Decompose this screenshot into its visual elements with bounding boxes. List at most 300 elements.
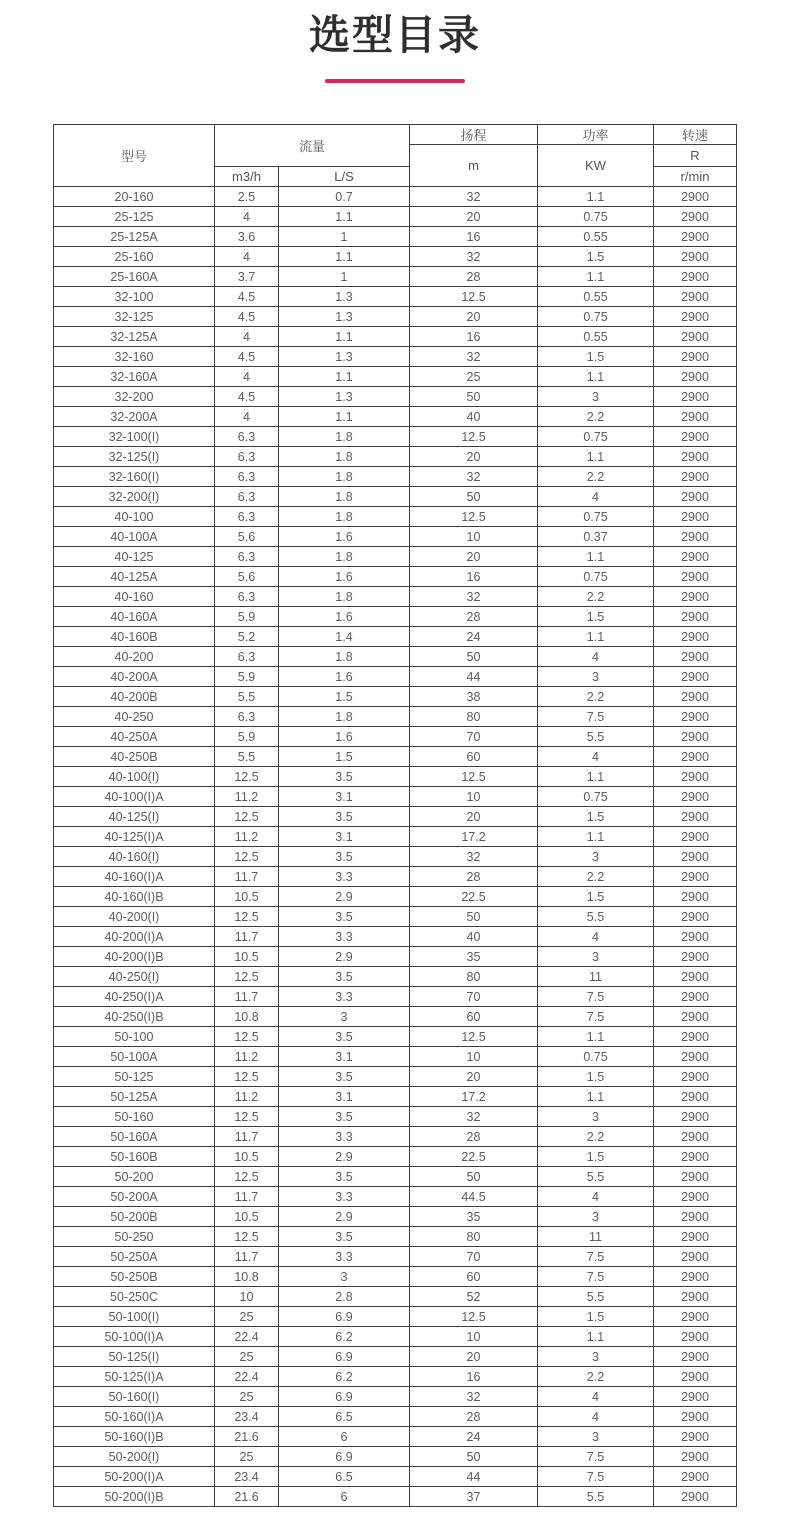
value-cell: 50 [410, 387, 538, 407]
model-cell: 40-125(I) [54, 807, 215, 827]
value-cell: 1.8 [279, 547, 410, 567]
value-cell: 2.9 [279, 887, 410, 907]
model-cell: 50-125(I)A [54, 1367, 215, 1387]
value-cell: 2900 [654, 927, 737, 947]
model-cell: 40-160 [54, 587, 215, 607]
selection-table [53, 124, 737, 1507]
value-cell: 3 [538, 947, 654, 967]
value-cell: 1.1 [538, 1027, 654, 1047]
value-cell: 6.3 [215, 707, 279, 727]
value-cell: 12.5 [410, 287, 538, 307]
value-cell: 2900 [654, 847, 737, 867]
value-cell: 1.1 [538, 767, 654, 787]
value-cell: 0.75 [538, 507, 654, 527]
value-cell: 2900 [654, 287, 737, 307]
value-cell: 20 [410, 307, 538, 327]
model-cell: 32-200(I) [54, 487, 215, 507]
value-cell: 50 [410, 1447, 538, 1467]
value-cell: 0.75 [538, 207, 654, 227]
value-cell: 2900 [654, 227, 737, 247]
value-cell: 4 [538, 487, 654, 507]
value-cell: 1.6 [279, 667, 410, 687]
table-body [54, 187, 737, 1507]
model-cell: 40-160(I)B [54, 887, 215, 907]
value-cell: 1.5 [538, 1147, 654, 1167]
value-cell: 2900 [654, 267, 737, 287]
model-cell: 40-160B [54, 627, 215, 647]
value-cell: 5.5 [538, 727, 654, 747]
value-cell: 2900 [654, 387, 737, 407]
value-cell: 4 [215, 367, 279, 387]
value-cell: 11 [538, 1227, 654, 1247]
value-cell: 80 [410, 1227, 538, 1247]
value-cell: 25 [410, 367, 538, 387]
model-cell: 25-125 [54, 207, 215, 227]
model-cell: 50-160 [54, 1107, 215, 1127]
value-cell: 3.3 [279, 1187, 410, 1207]
value-cell: 2900 [654, 1247, 737, 1267]
value-cell: 1.1 [279, 207, 410, 227]
model-cell: 50-200A [54, 1187, 215, 1207]
model-cell: 40-250A [54, 727, 215, 747]
value-cell: 1.3 [279, 347, 410, 367]
value-cell: 12.5 [215, 1027, 279, 1047]
value-cell: 3.1 [279, 827, 410, 847]
value-cell: 50 [410, 1167, 538, 1187]
value-cell: 1.1 [279, 247, 410, 267]
value-cell: 1.1 [538, 187, 654, 207]
value-cell: 4 [538, 1387, 654, 1407]
value-cell: 17.2 [410, 1087, 538, 1107]
value-cell: 0.55 [538, 227, 654, 247]
value-cell: 11.7 [215, 1127, 279, 1147]
model-cell: 40-200B [54, 687, 215, 707]
model-cell: 50-160A [54, 1127, 215, 1147]
value-cell: 2900 [654, 1187, 737, 1207]
value-cell: 5.5 [538, 1287, 654, 1307]
value-cell: 12.5 [215, 967, 279, 987]
model-cell: 40-200 [54, 647, 215, 667]
value-cell: 12.5 [215, 1107, 279, 1127]
page-title: 选型目录 [309, 12, 481, 58]
value-cell: 6 [279, 1487, 410, 1507]
value-cell: 2.2 [538, 467, 654, 487]
value-cell: 12.5 [410, 1027, 538, 1047]
value-cell: 11.2 [215, 827, 279, 847]
value-cell: 2900 [654, 947, 737, 967]
value-cell: 3.3 [279, 867, 410, 887]
model-cell: 50-100(I) [54, 1307, 215, 1327]
value-cell: 0.75 [538, 1047, 654, 1067]
value-cell: 1.8 [279, 447, 410, 467]
model-cell: 50-100 [54, 1027, 215, 1047]
value-cell: 12.5 [215, 847, 279, 867]
model-cell: 40-100(I)A [54, 787, 215, 807]
value-cell: 1.8 [279, 587, 410, 607]
value-cell: 2.9 [279, 947, 410, 967]
value-cell: 2.2 [538, 867, 654, 887]
value-cell: 2900 [654, 887, 737, 907]
col-header-head-unit: m [410, 145, 538, 187]
value-cell: 2900 [654, 627, 737, 647]
value-cell: 70 [410, 987, 538, 1007]
value-cell: 12.5 [215, 767, 279, 787]
value-cell: 0.7 [279, 187, 410, 207]
value-cell: 2900 [654, 507, 737, 527]
value-cell: 3.3 [279, 1247, 410, 1267]
value-cell: 32 [410, 587, 538, 607]
value-cell: 1.8 [279, 487, 410, 507]
model-cell: 50-160B [54, 1147, 215, 1167]
model-cell: 40-100A [54, 527, 215, 547]
model-cell: 50-160(I)B [54, 1427, 215, 1447]
value-cell: 2900 [654, 1107, 737, 1127]
value-cell: 60 [410, 747, 538, 767]
value-cell: 1.5 [538, 1067, 654, 1087]
value-cell: 1.3 [279, 387, 410, 407]
model-cell: 40-160(I)A [54, 867, 215, 887]
value-cell: 2900 [654, 207, 737, 227]
value-cell: 1.1 [538, 267, 654, 287]
value-cell: 3.5 [279, 847, 410, 867]
value-cell: 4 [215, 327, 279, 347]
model-cell: 40-125 [54, 547, 215, 567]
value-cell: 20 [410, 807, 538, 827]
col-header-flow-ls: L/S [279, 167, 410, 187]
value-cell: 11.2 [215, 1087, 279, 1107]
value-cell: 2900 [654, 407, 737, 427]
value-cell: 24 [410, 1427, 538, 1447]
value-cell: 5.5 [215, 747, 279, 767]
value-cell: 0.37 [538, 527, 654, 547]
model-cell: 40-125(I)A [54, 827, 215, 847]
value-cell: 2900 [654, 187, 737, 207]
model-cell: 25-160A [54, 267, 215, 287]
col-header-model: 型号 [54, 125, 215, 187]
value-cell: 2900 [654, 727, 737, 747]
value-cell: 2.2 [538, 687, 654, 707]
model-cell: 40-250(I) [54, 967, 215, 987]
value-cell: 32 [410, 847, 538, 867]
value-cell: 3 [538, 1107, 654, 1127]
value-cell: 16 [410, 327, 538, 347]
value-cell: 1.8 [279, 467, 410, 487]
value-cell: 3.5 [279, 1227, 410, 1247]
value-cell: 2.2 [538, 587, 654, 607]
value-cell: 1.1 [279, 407, 410, 427]
model-cell: 40-250(I)A [54, 987, 215, 1007]
value-cell: 16 [410, 227, 538, 247]
value-cell: 16 [410, 567, 538, 587]
value-cell: 28 [410, 607, 538, 627]
value-cell: 2900 [654, 1307, 737, 1327]
value-cell: 5.2 [215, 627, 279, 647]
value-cell: 3 [538, 847, 654, 867]
value-cell: 4 [215, 207, 279, 227]
value-cell: 32 [410, 187, 538, 207]
value-cell: 2900 [654, 1227, 737, 1247]
value-cell: 1.1 [538, 447, 654, 467]
model-cell: 50-200(I)A [54, 1467, 215, 1487]
value-cell: 2900 [654, 447, 737, 467]
value-cell: 44.5 [410, 1187, 538, 1207]
value-cell: 10.5 [215, 1147, 279, 1167]
value-cell: 12.5 [215, 1227, 279, 1247]
value-cell: 1.1 [279, 367, 410, 387]
value-cell: 6.5 [279, 1467, 410, 1487]
value-cell: 44 [410, 667, 538, 687]
value-cell: 32 [410, 347, 538, 367]
value-cell: 5.9 [215, 607, 279, 627]
value-cell: 4 [538, 1407, 654, 1427]
value-cell: 1.1 [538, 1327, 654, 1347]
model-cell: 40-160(I) [54, 847, 215, 867]
value-cell: 5.5 [538, 1487, 654, 1507]
model-cell: 50-250 [54, 1227, 215, 1247]
value-cell: 1.8 [279, 427, 410, 447]
value-cell: 1.1 [538, 547, 654, 567]
value-cell: 2.9 [279, 1147, 410, 1167]
value-cell: 12.5 [410, 507, 538, 527]
value-cell: 21.6 [215, 1427, 279, 1447]
value-cell: 22.4 [215, 1327, 279, 1347]
value-cell: 7.5 [538, 987, 654, 1007]
value-cell: 2900 [654, 1387, 737, 1407]
value-cell: 1.6 [279, 567, 410, 587]
value-cell: 35 [410, 947, 538, 967]
model-cell: 40-200(I) [54, 907, 215, 927]
model-cell: 50-100(I)A [54, 1327, 215, 1347]
value-cell: 20 [410, 547, 538, 567]
value-cell: 2900 [654, 607, 737, 627]
value-cell: 2900 [654, 367, 737, 387]
value-cell: 1.3 [279, 287, 410, 307]
value-cell: 6 [279, 1427, 410, 1447]
value-cell: 12.5 [215, 907, 279, 927]
value-cell: 6.3 [215, 467, 279, 487]
value-cell: 2900 [654, 807, 737, 827]
value-cell: 2900 [654, 1147, 737, 1167]
value-cell: 4 [538, 1187, 654, 1207]
value-cell: 4 [215, 407, 279, 427]
value-cell: 44 [410, 1467, 538, 1487]
value-cell: 5.5 [538, 1167, 654, 1187]
value-cell: 40 [410, 407, 538, 427]
value-cell: 1.1 [538, 827, 654, 847]
value-cell: 21.6 [215, 1487, 279, 1507]
value-cell: 4 [538, 647, 654, 667]
value-cell: 3.5 [279, 767, 410, 787]
model-cell: 50-250C [54, 1287, 215, 1307]
value-cell: 22.5 [410, 887, 538, 907]
value-cell: 2900 [654, 687, 737, 707]
value-cell: 10 [410, 527, 538, 547]
col-header-flow: 流量 [215, 125, 410, 167]
value-cell: 12.5 [215, 1067, 279, 1087]
value-cell: 1.1 [538, 1087, 654, 1107]
value-cell: 1.6 [279, 527, 410, 547]
value-cell: 1.8 [279, 507, 410, 527]
value-cell: 3.1 [279, 1047, 410, 1067]
model-cell: 40-125A [54, 567, 215, 587]
value-cell: 5.6 [215, 567, 279, 587]
value-cell: 11.7 [215, 927, 279, 947]
value-cell: 2900 [654, 1067, 737, 1087]
model-cell: 50-125 [54, 1067, 215, 1087]
value-cell: 20 [410, 1347, 538, 1367]
model-cell: 32-125(I) [54, 447, 215, 467]
value-cell: 6.9 [279, 1447, 410, 1467]
model-cell: 50-200(I)B [54, 1487, 215, 1507]
model-cell: 32-100(I) [54, 427, 215, 447]
value-cell: 10.8 [215, 1267, 279, 1287]
value-cell: 1.5 [538, 607, 654, 627]
value-cell: 10 [410, 1327, 538, 1347]
value-cell: 3.1 [279, 787, 410, 807]
value-cell: 3.3 [279, 1127, 410, 1147]
value-cell: 5.6 [215, 527, 279, 547]
model-cell: 50-125(I) [54, 1347, 215, 1367]
value-cell: 2900 [654, 1447, 737, 1467]
model-cell: 50-100A [54, 1047, 215, 1067]
value-cell: 3 [279, 1267, 410, 1287]
value-cell: 3.6 [215, 227, 279, 247]
value-cell: 23.4 [215, 1467, 279, 1487]
value-cell: 3.5 [279, 1027, 410, 1047]
value-cell: 60 [410, 1267, 538, 1287]
value-cell: 28 [410, 267, 538, 287]
value-cell: 2900 [654, 467, 737, 487]
value-cell: 2900 [654, 1367, 737, 1387]
value-cell: 3 [538, 1427, 654, 1447]
value-cell: 32 [410, 467, 538, 487]
model-cell: 50-200B [54, 1207, 215, 1227]
col-header-speed: 转速 [654, 125, 737, 145]
value-cell: 12.5 [410, 1307, 538, 1327]
value-cell: 2900 [654, 1427, 737, 1447]
value-cell: 2900 [654, 1167, 737, 1187]
model-cell: 40-250B [54, 747, 215, 767]
model-cell: 40-200A [54, 667, 215, 687]
model-cell: 40-160A [54, 607, 215, 627]
value-cell: 28 [410, 867, 538, 887]
value-cell: 2900 [654, 1087, 737, 1107]
value-cell: 2900 [654, 587, 737, 607]
value-cell: 23.4 [215, 1407, 279, 1427]
value-cell: 32 [410, 1107, 538, 1127]
value-cell: 7.5 [538, 1007, 654, 1027]
value-cell: 6.3 [215, 507, 279, 527]
value-cell: 1.1 [538, 367, 654, 387]
value-cell: 2900 [654, 247, 737, 267]
value-cell: 6.3 [215, 487, 279, 507]
value-cell: 80 [410, 967, 538, 987]
value-cell: 2900 [654, 1487, 737, 1507]
value-cell: 2900 [654, 827, 737, 847]
model-cell: 32-160A [54, 367, 215, 387]
value-cell: 2900 [654, 747, 737, 767]
model-cell: 40-250 [54, 707, 215, 727]
value-cell: 2900 [654, 527, 737, 547]
value-cell: 10.5 [215, 1207, 279, 1227]
value-cell: 6.9 [279, 1387, 410, 1407]
value-cell: 2900 [654, 967, 737, 987]
value-cell: 17.2 [410, 827, 538, 847]
value-cell: 20 [410, 1067, 538, 1087]
value-cell: 1.5 [538, 347, 654, 367]
value-cell: 2900 [654, 487, 737, 507]
value-cell: 3.5 [279, 1107, 410, 1127]
value-cell: 1.5 [538, 1307, 654, 1327]
value-cell: 5.9 [215, 667, 279, 687]
value-cell: 2900 [654, 1127, 737, 1147]
value-cell: 1.8 [279, 647, 410, 667]
value-cell: 38 [410, 687, 538, 707]
model-cell: 32-125 [54, 307, 215, 327]
col-header-head: 扬程 [410, 125, 538, 145]
value-cell: 2.8 [279, 1287, 410, 1307]
value-cell: 3.5 [279, 967, 410, 987]
value-cell: 10.8 [215, 1007, 279, 1027]
value-cell: 3.5 [279, 907, 410, 927]
value-cell: 11.7 [215, 867, 279, 887]
value-cell: 6.3 [215, 447, 279, 467]
value-cell: 50 [410, 647, 538, 667]
value-cell: 7.5 [538, 1247, 654, 1267]
value-cell: 6.3 [215, 647, 279, 667]
value-cell: 2900 [654, 1347, 737, 1367]
value-cell: 11.2 [215, 787, 279, 807]
value-cell: 3.3 [279, 927, 410, 947]
value-cell: 2900 [654, 647, 737, 667]
col-header-speed-unit: r/min [654, 167, 737, 187]
value-cell: 2900 [654, 767, 737, 787]
value-cell: 2900 [654, 307, 737, 327]
value-cell: 32 [410, 247, 538, 267]
value-cell: 6.2 [279, 1367, 410, 1387]
value-cell: 52 [410, 1287, 538, 1307]
value-cell: 20 [410, 447, 538, 467]
value-cell: 25 [215, 1447, 279, 1467]
value-cell: 2.2 [538, 1367, 654, 1387]
value-cell: 3.5 [279, 807, 410, 827]
model-cell: 32-200 [54, 387, 215, 407]
value-cell: 16 [410, 1367, 538, 1387]
value-cell: 3.5 [279, 1167, 410, 1187]
value-cell: 1 [279, 267, 410, 287]
value-cell: 2900 [654, 1047, 737, 1067]
model-cell: 50-200(I) [54, 1447, 215, 1467]
value-cell: 2900 [654, 567, 737, 587]
model-cell: 25-160 [54, 247, 215, 267]
value-cell: 6.2 [279, 1327, 410, 1347]
value-cell: 25 [215, 1347, 279, 1367]
value-cell: 4 [538, 747, 654, 767]
value-cell: 4 [215, 247, 279, 267]
col-header-flow-m3h: m3/h [215, 167, 279, 187]
value-cell: 4.5 [215, 387, 279, 407]
value-cell: 70 [410, 1247, 538, 1267]
value-cell: 11.7 [215, 1187, 279, 1207]
value-cell: 2.5 [215, 187, 279, 207]
value-cell: 1.1 [538, 627, 654, 647]
value-cell: 6.3 [215, 427, 279, 447]
value-cell: 1.4 [279, 627, 410, 647]
value-cell: 25 [215, 1387, 279, 1407]
value-cell: 70 [410, 727, 538, 747]
value-cell: 24 [410, 627, 538, 647]
value-cell: 12.5 [410, 427, 538, 447]
